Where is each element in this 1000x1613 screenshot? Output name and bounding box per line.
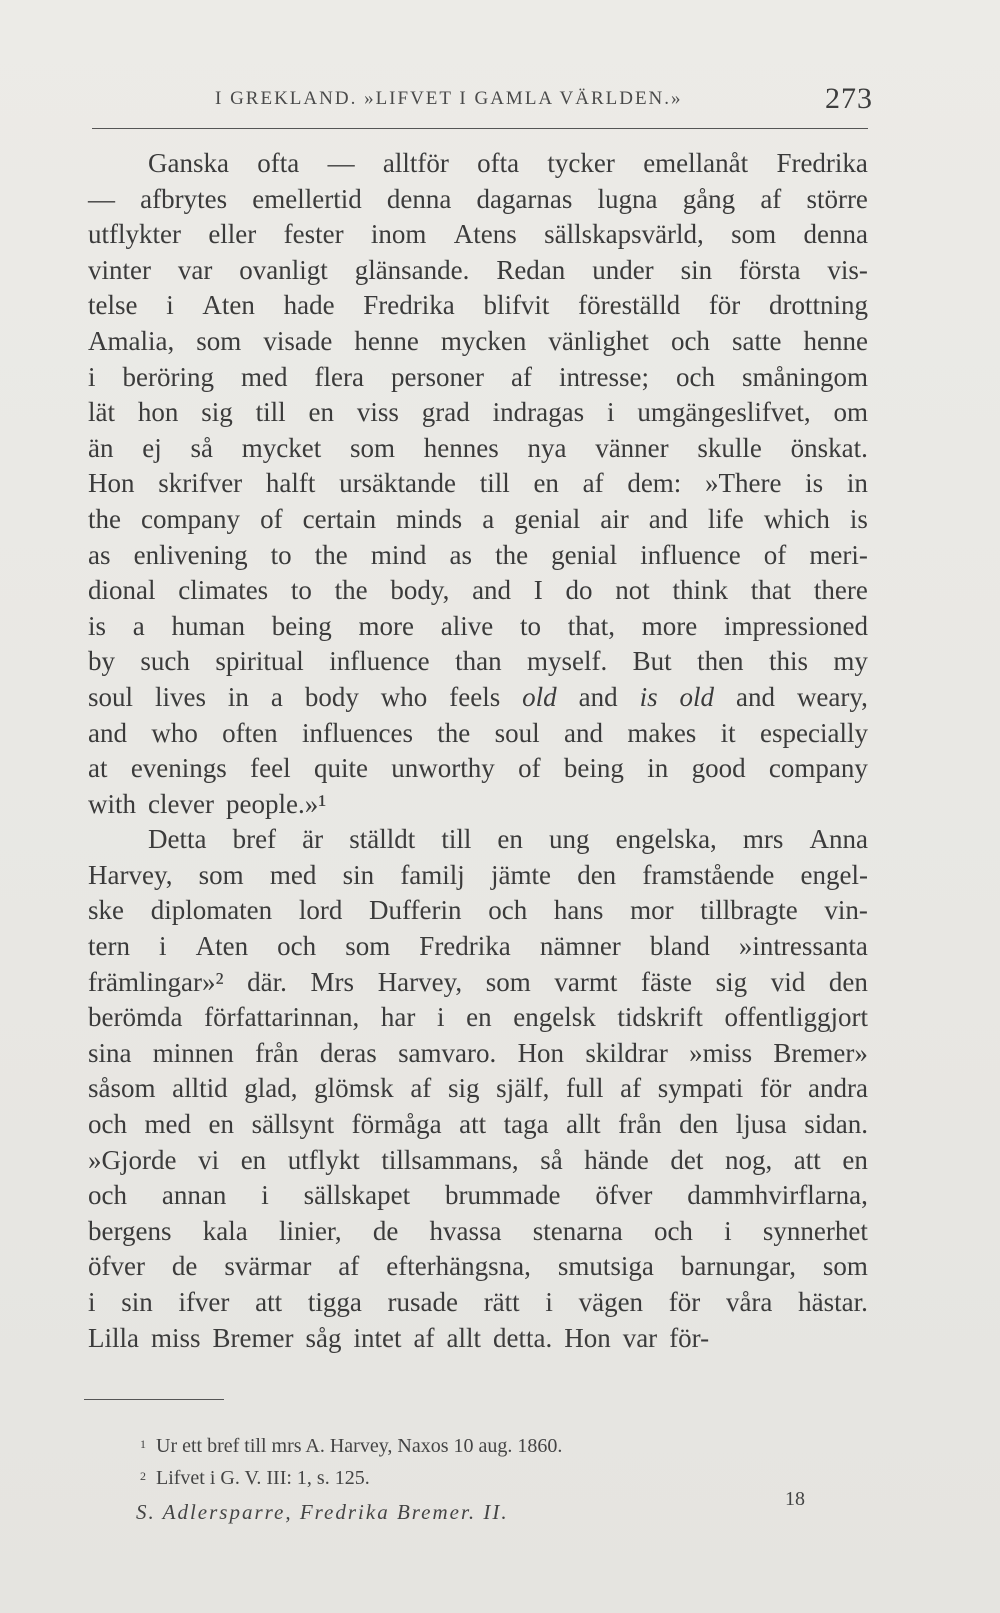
text-line: och annan i sällskapet brummade öfver dammhvirflarna, [88,1180,868,1211]
text-line: dional climates to the body, and I do not think that there [88,575,868,606]
text-line: öfver de svärmar af efterhängsna, smutsiga barnungar, som [88,1251,868,1282]
footnote-mark: 1 [140,1437,146,1451]
text-line: as enlivening to the mind as the genial influence of meri- [88,539,868,570]
sheet-number: 18 [785,1488,805,1510]
text-line: Ganska ofta — alltför ofta tycker emellanåt Fredrika [148,148,868,178]
text-line: Lilla miss Bremer såg intet af allt detta. Hon var för- [88,1322,710,1353]
text-line: by such spiritual influence than myself. But then this my [88,646,868,677]
footnotes [140,1430,562,1494]
text-line: at evenings feel quite unworthy of being in good company [88,753,868,784]
text-line: — afbrytes emellertid denna dagarnas lugna gång af större [88,183,868,214]
text-line: tern i Aten och som Fredrika nämner bland »intressanta [88,931,868,962]
text-line: telse i Aten hade Fredrika blifvit föreställd för drottning [88,290,868,321]
text-line: the company of certain minds a genial air and life which is [88,503,868,534]
text-line: Detta bref är ställdt till en ung engelska, mrs Anna [148,824,868,855]
footnote-text: Lifvet i G. V. III: 1, s. 125. [156,1467,370,1489]
footnote-text: Ur ett bref till mrs A. Harvey, Naxos 10 aug. 1860. [156,1435,563,1457]
body-text [88,146,868,1356]
text-line: och med en sällsynt förmåga att taga allt från den ljusa sidan. [88,1109,868,1140]
text-line: bergens kala linier, de hvassa stenarna och i synnerhet [88,1215,868,1246]
text-line: vinter var ovanligt glänsande. Redan under sin första vis- [88,254,868,285]
text-line: sina minnen från deras samvaro. Hon skildrar »miss Bremer» [88,1037,868,1068]
header-rule [92,128,868,129]
text-line: Amalia, som visade henne mycken vänlighet och satte henne [88,325,868,356]
text-line: ske diplomaten lord Dufferin och hans mor tillbragte vin- [88,895,868,926]
text-line: utflykter eller fester inom Atens sällskapsvärld, som denna [88,219,868,250]
text-line: with clever people.»¹ [88,788,327,819]
text-line: and who often influences the soul and makes it especially [88,717,868,748]
text-line: främlingar»² där. Mrs Harvey, som varmt fäste sig vid den [88,966,868,997]
text-line: is a human being more alive to that, more impressioned [88,610,868,641]
page-number: 273 [825,82,873,115]
text-line: i sin ifver att tigga rusade rätt i vägen för våra hästar. [88,1287,868,1317]
running-head: I GREKLAND. »LIFVET I GAMLA VÄRLDEN.» [215,88,683,109]
footnote-rule [84,1399,224,1400]
printer-signature: S. Adlersparre, Fredrika Bremer. II. [136,1500,509,1524]
text-line: »Gjorde vi en utflykt tillsammans, så hände det nog, att en [88,1144,868,1175]
text-line: lät hon sig till en viss grad indragas i umgängeslifvet, om [88,397,868,428]
footnote-1 [140,1430,562,1462]
text-line: berömda författarinnan, har i en engelsk tidskrift offentliggjort [88,1002,868,1033]
text-line: Harvey, som med sin familj jämte den framstående engel- [88,859,868,890]
footnote-mark: 2 [140,1469,146,1483]
text-line: Hon skrifver halft ursäktande till en af dem: »There is in [88,468,868,499]
footnote-2 [140,1462,562,1494]
text-line: såsom alltid glad, glömsk af sig själf, full af sympati för andra [88,1073,868,1104]
text-line: soul lives in a body who feels old and is old and weary, [88,681,868,712]
text-line: i beröring med flera personer af intresse; och småningom [88,361,868,392]
text-line: än ej så mycket som hennes nya vänner skulle önskat. [88,432,868,463]
